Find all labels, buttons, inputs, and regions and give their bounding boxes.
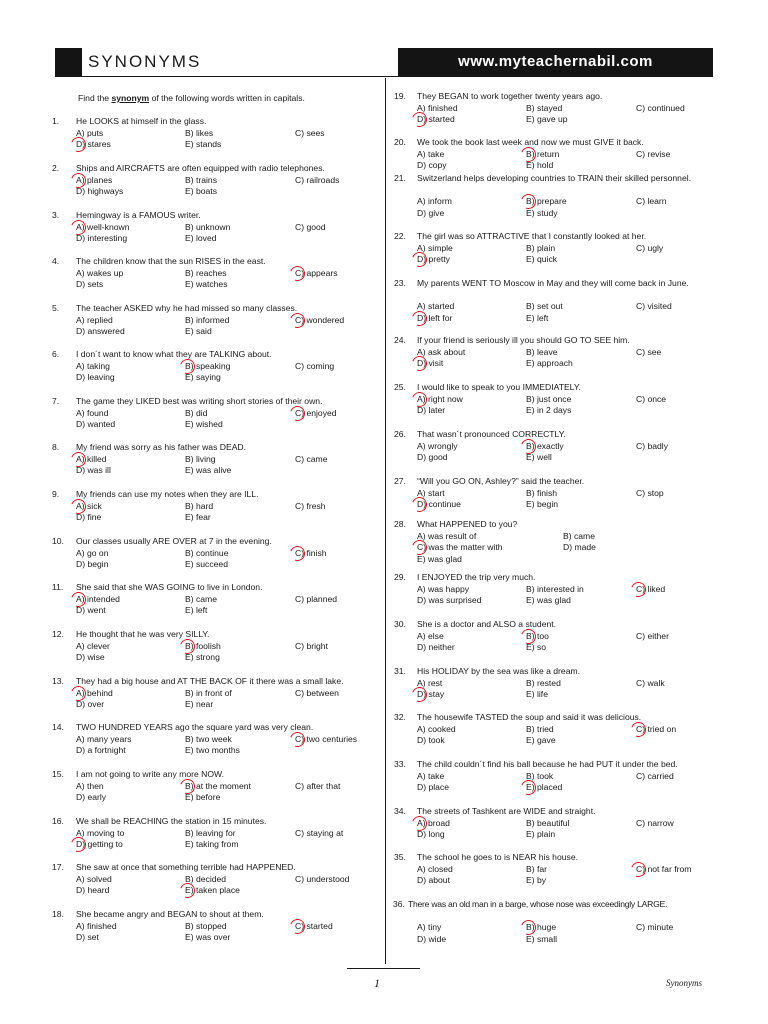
option-c[interactable]: C) was the matter with <box>417 542 503 553</box>
page-header <box>55 48 713 76</box>
option-e[interactable]: E) was glad <box>526 595 571 606</box>
option-d[interactable]: D) wise <box>76 652 105 663</box>
question-stem: I don´t want to know what they are TALKING about. <box>76 349 272 359</box>
question-stem: My friends can use my notes when they are ILL. <box>76 489 259 499</box>
option-c[interactable]: C) stop <box>636 487 664 498</box>
option-e[interactable]: E) well <box>526 452 552 463</box>
option-e[interactable]: E) two months <box>185 745 240 756</box>
question-number: 31. <box>394 666 406 676</box>
option-a[interactable]: A) sick <box>76 500 102 511</box>
question-number: 33. <box>394 759 406 769</box>
option-c[interactable]: C) not far from <box>636 863 692 874</box>
option-a[interactable]: A) puts <box>76 127 104 138</box>
question-stem: My parents WENT TO Moscow in May and they will come back in June. <box>417 278 689 288</box>
option-a[interactable]: A) replied <box>76 314 113 325</box>
question-stem: Ships and AIRCRAFTS are often equipped with radio telephones. <box>76 163 325 173</box>
option-a[interactable]: A) go on <box>76 547 109 558</box>
option-d[interactable]: D) fine <box>76 512 102 523</box>
option-a[interactable]: A) solved <box>76 873 112 884</box>
header-url-bar <box>398 48 713 76</box>
option-a[interactable]: A) right now <box>417 393 463 404</box>
option-e[interactable]: E) said <box>185 326 212 337</box>
header-rule <box>55 76 713 77</box>
page-title: SYNONYMS <box>88 52 202 71</box>
instructions <box>78 93 305 103</box>
answer-circle-mark <box>629 859 649 879</box>
option-c[interactable]: C) revise <box>636 148 671 159</box>
option-c[interactable]: C) planned <box>295 593 338 604</box>
option-b[interactable]: B) set out <box>526 301 563 312</box>
option-b[interactable]: B) finish <box>526 487 558 498</box>
option-c[interactable]: C) tried on <box>636 723 677 734</box>
question-stem: That wasn´t pronounced CORRECTLY. <box>417 429 566 439</box>
option-c[interactable]: C) learn <box>636 196 667 207</box>
option-b[interactable]: B) reaches <box>185 267 227 278</box>
option-a[interactable]: A) finished <box>417 102 458 113</box>
question-stem: The child couldn´t find his ball because he had PUT it under the bed. <box>417 759 678 769</box>
option-a[interactable]: A) found <box>76 407 109 418</box>
option-b[interactable]: B) took <box>526 770 554 781</box>
option-d[interactable]: D) a fortnight <box>76 745 126 756</box>
option-a[interactable]: A) was result of <box>417 530 477 541</box>
option-a[interactable]: A) finished <box>76 920 117 931</box>
question-stem: The housewife TASTED the soup and said it was delicious. <box>417 712 642 722</box>
question-stem: The game they LIKED best was writing short stories of their own. <box>76 396 323 406</box>
option-e[interactable]: E) by <box>526 875 547 886</box>
option-b[interactable]: B) far <box>526 863 548 874</box>
question-stem: My friend was sorry as his father was DEAD. <box>76 442 247 452</box>
option-c[interactable]: C) started <box>295 920 333 931</box>
option-d[interactable]: D) answered <box>76 326 125 337</box>
option-e[interactable]: E) strong <box>185 652 220 663</box>
option-d[interactable]: D) pretty <box>417 254 450 265</box>
question-number: 27. <box>394 476 406 486</box>
question-number: 34. <box>394 806 406 816</box>
option-b[interactable]: B) plain <box>526 242 556 253</box>
question-number: 24. <box>394 335 406 345</box>
question-number: 28. <box>394 519 406 529</box>
option-b[interactable]: B) did <box>185 407 208 418</box>
option-b[interactable]: B) in front of <box>185 687 232 698</box>
option-b[interactable]: B) trains <box>185 174 217 185</box>
option-c[interactable]: C) walk <box>636 677 665 688</box>
option-e[interactable]: E) life <box>526 689 548 700</box>
question-stem: He thought that he was very SILLY. <box>76 629 210 639</box>
question-number: 19. <box>394 91 406 101</box>
question-number: 23. <box>394 278 406 288</box>
option-a[interactable]: A) take <box>417 770 445 781</box>
option-a[interactable]: A) wrongly <box>417 440 458 451</box>
option-c[interactable]: C) enjoyed <box>295 407 337 418</box>
option-e[interactable]: E) before <box>185 792 221 803</box>
option-a[interactable]: A) inform <box>417 196 452 207</box>
option-d[interactable]: D) long <box>417 829 445 840</box>
option-c[interactable]: C) fresh <box>295 500 326 511</box>
option-e[interactable]: E) boats <box>185 186 218 197</box>
option-a[interactable]: A) then <box>76 780 104 791</box>
option-a[interactable]: A) broad <box>417 817 450 828</box>
option-b[interactable]: B) stayed <box>526 102 563 113</box>
option-c[interactable]: C) ugly <box>636 242 664 253</box>
option-c[interactable]: C) sees <box>295 127 325 138</box>
option-c[interactable]: C) badly <box>636 440 668 451</box>
question-stem: If your friend is seriously ill you should GO TO SEE him. <box>417 335 630 345</box>
option-b[interactable]: B) continue <box>185 547 229 558</box>
footer-rule <box>347 968 420 969</box>
option-c[interactable]: C) finish <box>295 547 327 558</box>
question-stem: The school he goes to is NEAR his house. <box>417 852 578 862</box>
question-stem: Hemingway is a FAMOUS writer. <box>76 210 201 220</box>
option-c[interactable]: C) good <box>295 221 326 232</box>
option-a[interactable]: A) take <box>417 148 445 159</box>
option-e[interactable]: E) was glad <box>417 553 462 564</box>
option-c[interactable]: C) appears <box>295 267 338 278</box>
option-b[interactable]: B) came <box>185 593 217 604</box>
option-e[interactable]: E) study <box>526 207 558 218</box>
question-number: 5. <box>52 303 60 313</box>
question-number: 2. <box>52 163 60 173</box>
option-b[interactable]: B) likes <box>185 127 214 138</box>
option-c[interactable]: C) narrow <box>636 817 674 828</box>
option-c[interactable]: C) bright <box>295 640 328 651</box>
option-d[interactable]: D) place <box>417 782 449 793</box>
option-e[interactable]: E) loved <box>185 233 217 244</box>
option-b[interactable]: B) just once <box>526 393 572 404</box>
option-a[interactable]: A) simple <box>417 242 453 253</box>
instructions-text-after: of the following words written in capitals. <box>149 93 305 103</box>
option-e[interactable]: E) plain <box>526 829 556 840</box>
question-stem: She became angry and BEGAN to shout at them. <box>76 909 264 919</box>
option-c[interactable]: C) visited <box>636 301 672 312</box>
instructions-text-before: Find the <box>78 93 112 103</box>
option-e[interactable]: E) was over <box>185 932 231 943</box>
option-b[interactable]: B) unknown <box>185 221 231 232</box>
option-a[interactable]: A) start <box>417 487 445 498</box>
option-d[interactable]: D) stares <box>76 139 111 150</box>
option-d[interactable]: D) about <box>417 875 450 886</box>
option-e[interactable]: E) stands <box>185 139 222 150</box>
option-d[interactable]: D) was ill <box>76 465 111 476</box>
option-d[interactable]: D) continue <box>417 499 461 510</box>
option-b[interactable]: B) beautiful <box>526 817 570 828</box>
question-number: 15. <box>52 769 64 779</box>
option-e[interactable]: E) fear <box>185 512 211 523</box>
question-number: 14. <box>52 722 64 732</box>
option-a[interactable]: A) else <box>417 630 444 641</box>
option-a[interactable]: A) closed <box>417 863 453 874</box>
option-a[interactable]: A) intended <box>76 593 120 604</box>
question-number: 20. <box>394 137 406 147</box>
question-number: 29. <box>394 572 406 582</box>
option-e[interactable]: E) gave <box>526 735 556 746</box>
option-e[interactable]: E) begin <box>526 499 559 510</box>
option-b[interactable]: B) leave <box>526 346 558 357</box>
question-number: 26. <box>394 429 406 439</box>
option-e[interactable]: E) watches <box>185 279 228 290</box>
option-a[interactable]: A) wakes up <box>76 267 124 278</box>
option-e[interactable]: E) small <box>526 933 558 944</box>
option-c[interactable]: C) liked <box>636 583 666 594</box>
page-number: 1 <box>374 976 380 990</box>
option-e[interactable]: E) quick <box>526 254 558 265</box>
option-c[interactable]: C) carried <box>636 770 674 781</box>
column-divider <box>385 78 386 964</box>
option-b[interactable]: B) exactly <box>526 440 564 451</box>
question-stem: What HAPPENED to you? <box>417 519 518 529</box>
option-d[interactable]: D) give <box>417 207 445 218</box>
option-d[interactable]: D) left for <box>417 312 453 323</box>
question-number: 10. <box>52 536 64 546</box>
question-stem: We took the book last week and now we must GIVE it back. <box>417 137 644 147</box>
option-c[interactable]: C) after that <box>295 780 341 791</box>
option-d[interactable]: D) begin <box>76 559 109 570</box>
option-d[interactable]: D) heard <box>76 885 110 896</box>
question-number: 4. <box>52 256 60 266</box>
header-left-bar <box>55 48 82 76</box>
option-b[interactable]: B) too <box>526 630 549 641</box>
option-c[interactable]: C) continued <box>636 102 685 113</box>
question-stem: TWO HUNDRED YEARS ago the square yard was very clean. <box>76 722 314 732</box>
question-stem: I am not going to write any more NOW. <box>76 769 225 779</box>
option-c[interactable]: C) once <box>636 393 667 404</box>
answer-circle-mark <box>288 263 308 283</box>
question-stem: The girl was so ATTRACTIVE that I constantly looked at her. <box>417 231 647 241</box>
option-d[interactable]: D) started <box>417 114 455 125</box>
answer-circle-mark <box>629 579 649 599</box>
question-stem: There was an old man in a barge, whose nose was exceedingly LARGE. <box>408 899 668 909</box>
option-b[interactable]: B) huge <box>526 922 557 933</box>
option-d[interactable]: D) getting to <box>76 839 123 850</box>
question-number: 9. <box>52 489 60 499</box>
question-stem: She is a doctor and ALSO a student. <box>417 619 557 629</box>
question-stem: I ENJOYED the trip very much. <box>417 572 536 582</box>
option-d[interactable]: D) went <box>76 605 106 616</box>
question-number: 16. <box>52 816 64 826</box>
option-d[interactable]: D) sets <box>76 279 104 290</box>
option-a[interactable]: A) well-known <box>76 221 130 232</box>
question-number: 25. <box>394 382 406 392</box>
website-url[interactable]: www.myteachernabil.com <box>458 53 653 70</box>
option-a[interactable]: A) ask about <box>417 346 466 357</box>
question-number: 35. <box>394 852 406 862</box>
option-a[interactable]: A) cooked <box>417 723 456 734</box>
question-number: 8. <box>52 442 60 452</box>
option-e[interactable]: E) approach <box>526 358 573 369</box>
question-number: 36. <box>393 899 405 909</box>
option-b[interactable]: B) informed <box>185 314 230 325</box>
question-number: 32. <box>394 712 406 722</box>
question-number: 6. <box>52 349 60 359</box>
option-c[interactable]: C) wondered <box>295 314 345 325</box>
option-b[interactable]: B) at the moment <box>185 780 251 791</box>
option-e[interactable]: E) wished <box>185 419 223 430</box>
option-a[interactable]: A) taking <box>76 360 110 371</box>
option-d[interactable]: D) copy <box>417 160 447 171</box>
question-number: 13. <box>52 676 64 686</box>
option-e[interactable]: E) taken place <box>185 885 240 896</box>
question-stem: “Will you GO ON, Ashley?” said the teacher. <box>417 476 585 486</box>
option-a[interactable]: A) behind <box>76 687 113 698</box>
question-number: 22. <box>394 231 406 241</box>
option-a[interactable]: A) tiny <box>417 922 442 933</box>
option-a[interactable]: A) started <box>417 301 455 312</box>
option-d[interactable]: D) interesting <box>76 233 128 244</box>
option-b[interactable]: B) leaving for <box>185 827 236 838</box>
option-c[interactable]: C) two centuries <box>295 733 358 744</box>
option-d[interactable]: D) set <box>76 932 99 943</box>
option-d[interactable]: D) was surprised <box>417 595 482 606</box>
question-number: 18. <box>52 909 64 919</box>
option-a[interactable]: A) killed <box>76 453 107 464</box>
option-c[interactable]: C) railroads <box>295 174 340 185</box>
footer-title: Synonyms <box>666 978 702 988</box>
option-b[interactable]: B) speaking <box>185 360 231 371</box>
option-b[interactable]: B) came <box>563 530 595 541</box>
option-c[interactable]: C) staying at <box>295 827 344 838</box>
question-stem: He LOOKS at himself in the glass. <box>76 116 207 126</box>
option-d[interactable]: D) wide <box>417 933 447 944</box>
question-number: 17. <box>52 862 64 872</box>
option-d[interactable]: D) took <box>417 735 445 746</box>
question-stem: Switzerland helps developing countries to TRAIN their skilled personnel. <box>417 173 692 183</box>
option-b[interactable]: B) rested <box>526 677 561 688</box>
option-d[interactable]: D) highways <box>76 186 124 197</box>
answer-circle-mark <box>288 543 308 563</box>
option-d[interactable]: D) made <box>563 542 596 553</box>
option-c[interactable]: C) either <box>636 630 669 641</box>
option-e[interactable]: E) near <box>185 699 214 710</box>
question-stem: I would like to speak to you IMMEDIATELY. <box>417 382 581 392</box>
question-stem: She said that she WAS GOING to live in London. <box>76 582 263 592</box>
question-stem: We shall be REACHING the station in 15 minutes. <box>76 816 267 826</box>
answer-circle-mark <box>288 916 308 936</box>
option-c[interactable]: C) coming <box>295 360 335 371</box>
option-b[interactable]: B) foolish <box>185 640 221 651</box>
option-e[interactable]: E) saying <box>185 372 221 383</box>
option-b[interactable]: B) stopped <box>185 920 227 931</box>
option-e[interactable]: E) succeed <box>185 559 228 570</box>
option-c[interactable]: C) between <box>295 687 339 698</box>
question-stem: They had a big house and AT THE BACK OF it there was a small lake. <box>76 676 344 686</box>
option-c[interactable]: C) understood <box>295 873 350 884</box>
option-c[interactable]: C) came <box>295 453 328 464</box>
question-number: 30. <box>394 619 406 629</box>
option-e[interactable]: E) left <box>185 605 208 616</box>
question-stem: Our classes usually ARE OVER at 7 in the evening. <box>76 536 272 546</box>
question-stem: She saw at once that something terrible had HAPPENED. <box>76 862 296 872</box>
question-stem: The children know that the sun RISES in the east. <box>76 256 266 266</box>
option-d[interactable]: D) early <box>76 792 107 803</box>
question-number: 7. <box>52 396 60 406</box>
option-b[interactable]: B) decided <box>185 873 227 884</box>
question-number: 21. <box>394 173 406 183</box>
option-b[interactable]: B) tried <box>526 723 554 734</box>
option-d[interactable]: D) stay <box>417 689 445 700</box>
option-c[interactable]: C) see <box>636 346 662 357</box>
question-number: 11. <box>52 582 64 592</box>
question-stem: His HOLIDAY by the sea was like a dream. <box>417 666 581 676</box>
option-b[interactable]: B) hard <box>185 500 214 511</box>
option-d[interactable]: D) later <box>417 405 446 416</box>
option-d[interactable]: D) wanted <box>76 419 116 430</box>
question-number: 1. <box>52 116 60 126</box>
option-e[interactable]: E) gave up <box>526 114 568 125</box>
option-e[interactable]: E) so <box>526 642 547 653</box>
option-a[interactable]: A) rest <box>417 677 443 688</box>
option-b[interactable]: B) living <box>185 453 216 464</box>
option-a[interactable]: A) moving to <box>76 827 125 838</box>
option-e[interactable]: E) placed <box>526 782 563 793</box>
option-e[interactable]: E) taking from <box>185 839 239 850</box>
option-e[interactable]: E) left <box>526 312 549 323</box>
question-stem: The teacher ASKED why he had missed so many classes. <box>76 303 298 313</box>
option-b[interactable]: B) prepare <box>526 196 567 207</box>
option-c[interactable]: C) minute <box>636 922 674 933</box>
option-a[interactable]: A) was happy <box>417 583 470 594</box>
option-e[interactable]: E) in 2 days <box>526 405 572 416</box>
option-d[interactable]: D) visit <box>417 358 444 369</box>
option-a[interactable]: A) many years <box>76 733 132 744</box>
option-a[interactable]: A) planes <box>76 174 113 185</box>
option-e[interactable]: E) hold <box>526 160 554 171</box>
question-stem: The streets of Tashkent are WIDE and straight. <box>417 806 596 816</box>
question-number: 3. <box>52 210 60 220</box>
option-b[interactable]: B) return <box>526 148 560 159</box>
option-e[interactable]: E) was alive <box>185 465 232 476</box>
option-b[interactable]: B) interested in <box>526 583 584 594</box>
option-d[interactable]: D) neither <box>417 642 455 653</box>
option-d[interactable]: D) over <box>76 699 105 710</box>
question-stem: They BEGAN to work together twenty years ago. <box>417 91 603 101</box>
question-number: 12. <box>52 629 64 639</box>
option-d[interactable]: D) good <box>417 452 448 463</box>
option-d[interactable]: D) leaving <box>76 372 115 383</box>
instructions-keyword: synonym <box>111 93 150 103</box>
option-a[interactable]: A) clever <box>76 640 110 651</box>
option-b[interactable]: B) two week <box>185 733 232 744</box>
